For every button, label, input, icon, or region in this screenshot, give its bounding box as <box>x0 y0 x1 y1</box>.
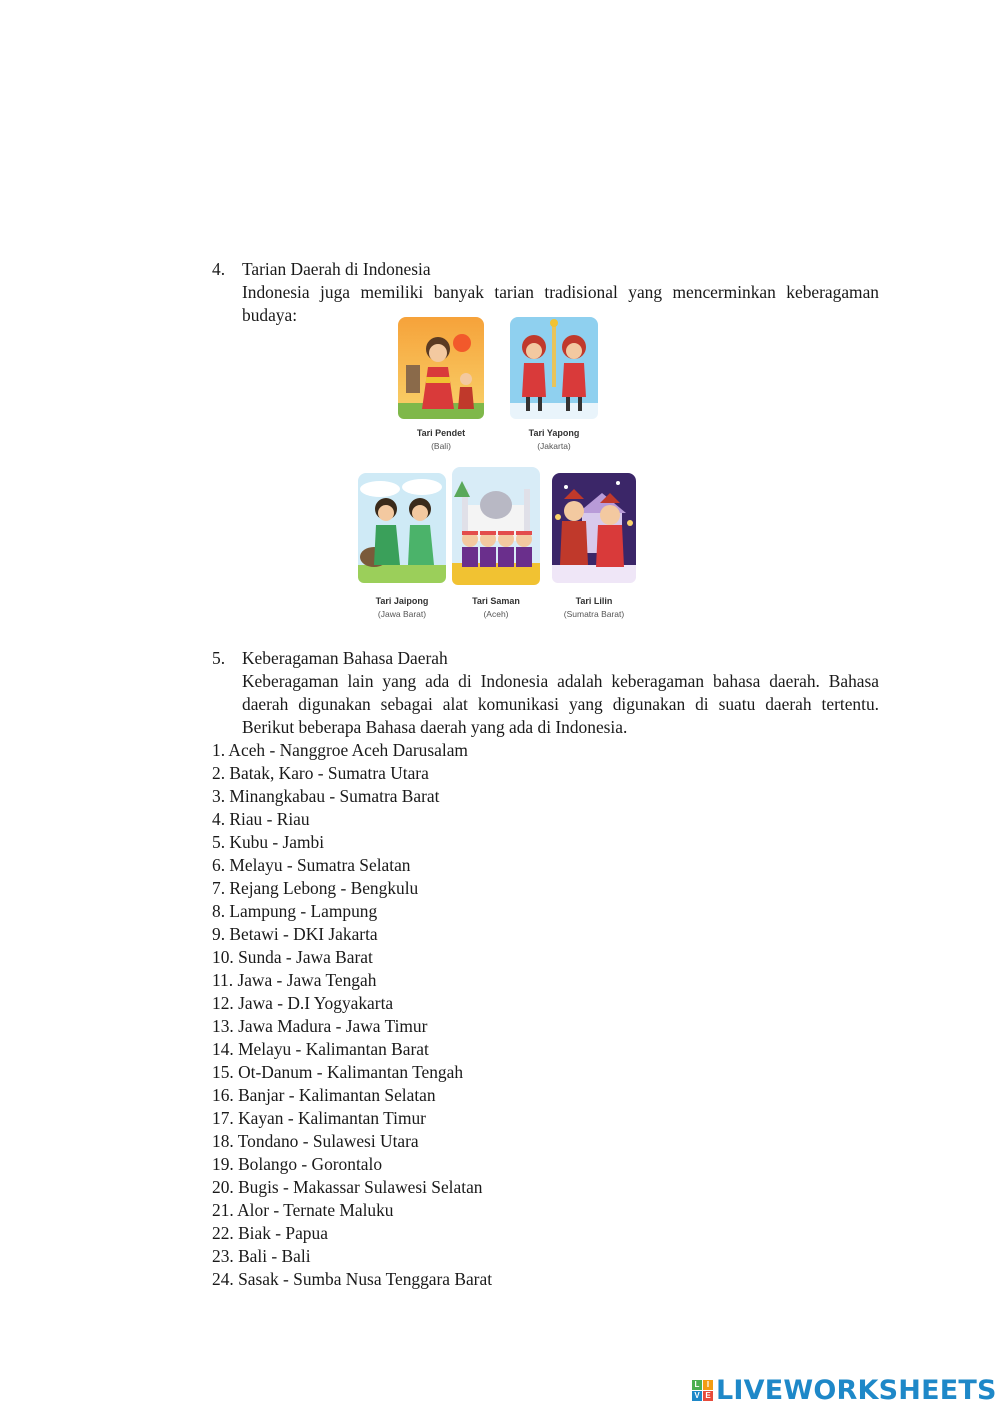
logo-letter-grid <box>692 1380 713 1401</box>
section-bahasa-daerah <box>212 647 879 1291</box>
section-number: 5. <box>212 648 226 668</box>
list-item: 8. Lampung - Lampung <box>212 901 378 921</box>
tari-yapong-illustration <box>510 317 598 419</box>
logo-letter: V <box>692 1391 702 1401</box>
list-item: 15. Ot-Danum - Kalimantan Tengah <box>212 1062 464 1082</box>
dance-name: Tari Saman <box>472 596 520 606</box>
tari-saman-illustration <box>452 467 540 585</box>
dance-region: (Bali) <box>431 441 451 451</box>
section-number: 4. <box>212 259 226 279</box>
list-item: 10. Sunda - Jawa Barat <box>212 947 373 967</box>
dance-region: (Jawa Barat) <box>377 609 427 619</box>
list-item: 17. Kayan - Kalimantan Timur <box>212 1108 426 1128</box>
section-title: Keberagaman Bahasa Daerah <box>242 648 448 668</box>
dance-caption <box>508 427 600 453</box>
list-item: 4. Riau - Riau <box>212 809 310 829</box>
dance-region: (Aceh) <box>483 609 509 619</box>
list-item: 9. Betawi - DKI Jakarta <box>212 924 378 944</box>
dance-caption <box>450 595 542 621</box>
traditional-dances-figure <box>350 313 645 628</box>
logo-letter: E <box>703 1391 713 1401</box>
section-heading <box>212 647 879 670</box>
tari-pendet-illustration <box>398 317 484 419</box>
list-item: 13. Jawa Madura - Jawa Timur <box>212 1016 428 1036</box>
list-item: 18. Tondano - Sulawesi Utara <box>212 1131 419 1151</box>
dance-caption <box>546 595 642 621</box>
list-item: 22. Biak - Papua <box>212 1223 328 1243</box>
list-item: 20. Bugis - Makassar Sulawesi Selatan <box>212 1177 483 1197</box>
dance-name: Tari Jaipong <box>375 596 429 606</box>
list-item: 7. Rejang Lebong - Bengkulu <box>212 878 419 898</box>
liveworksheets-logo[interactable] <box>692 1372 997 1408</box>
section-description: Keberagaman lain yang ada di Indonesia adalah keberagaman bahasa daerah. Bahasa daerah digunakan sebagai alat komunikasi yang digunakan di suatu daerah tertentu. Berikut beberapa Bahasa daerah yang ada di Indonesia. <box>242 671 879 737</box>
dance-region: (Sumatra Barat) <box>563 609 625 619</box>
list-item: 14. Melayu - Kalimantan Barat <box>212 1039 429 1059</box>
list-item: 24. Sasak - Sumba Nusa Tenggara Barat <box>212 1269 493 1289</box>
list-item: 16. Banjar - Kalimantan Selatan <box>212 1085 436 1105</box>
dance-caption <box>354 595 450 621</box>
dance-name: Tari Lilin <box>575 596 613 606</box>
logo-letter: I <box>703 1380 713 1390</box>
list-item: 12. Jawa - D.I Yogyakarta <box>212 993 394 1013</box>
tari-jaipong-illustration <box>358 473 446 583</box>
list-item: 3. Minangkabau - Sumatra Barat <box>212 786 440 806</box>
section-description: Indonesia juga memiliki banyak tarian tradisional yang mencerminkan keberagaman budaya: <box>242 282 879 325</box>
list-item: 2. Batak, Karo - Sumatra Utara <box>212 763 429 783</box>
regional-language-list <box>212 739 879 1291</box>
list-item: 23. Bali - Bali <box>212 1246 311 1266</box>
list-item: 1. Aceh - Nanggroe Aceh Darusalam <box>212 740 468 760</box>
section-title: Tarian Daerah di Indonesia <box>242 259 431 279</box>
list-item: 21. Alor - Ternate Maluku <box>212 1200 394 1220</box>
logo-letter: L <box>692 1380 702 1390</box>
brand-name: LIVEWORKSHEETS <box>716 1374 997 1406</box>
dance-name: Tari Yapong <box>528 428 580 438</box>
dance-caption <box>396 427 486 453</box>
tari-lilin-illustration <box>552 473 636 583</box>
list-item: 6. Melayu - Sumatra Selatan <box>212 855 411 875</box>
dance-region: (Jakarta) <box>537 441 571 451</box>
list-item: 19. Bolango - Gorontalo <box>212 1154 383 1174</box>
section-heading <box>212 258 879 281</box>
dance-name: Tari Pendet <box>416 428 466 438</box>
list-item: 5. Kubu - Jambi <box>212 832 325 852</box>
list-item: 11. Jawa - Jawa Tengah <box>212 970 377 990</box>
